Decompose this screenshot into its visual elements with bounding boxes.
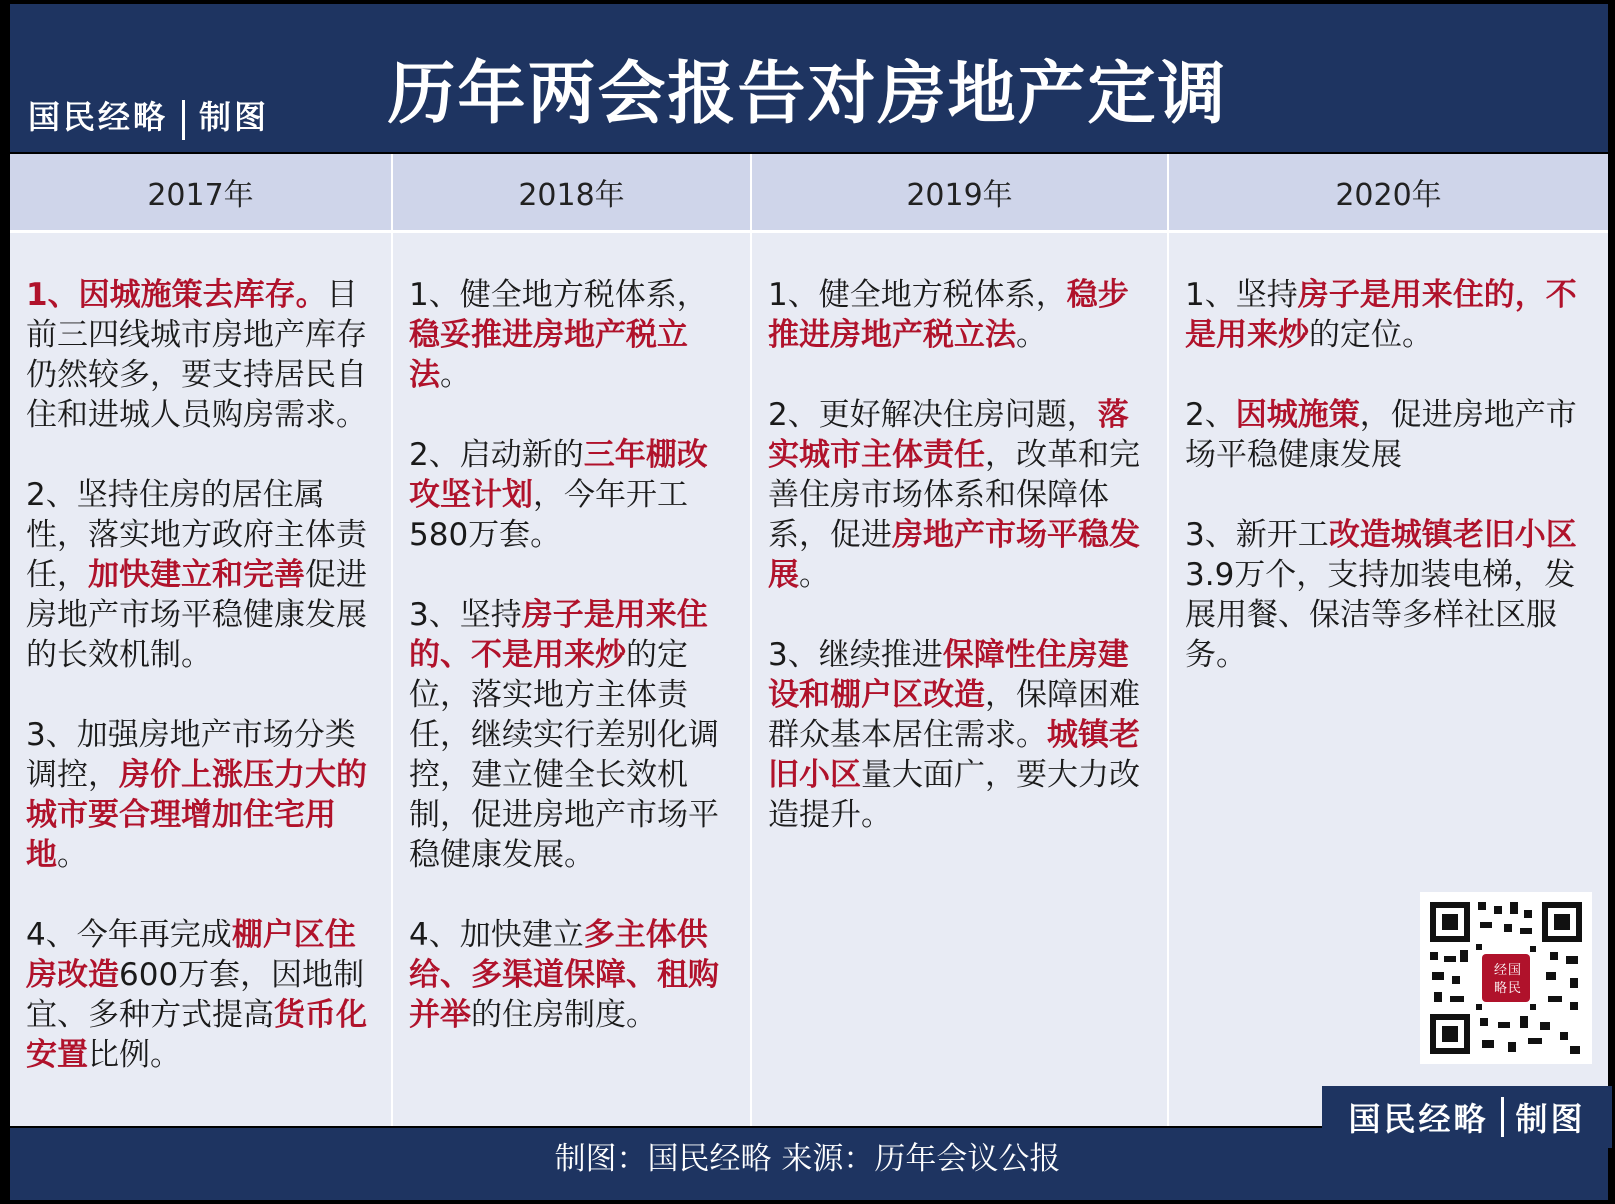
- column-header: 2020年: [1169, 154, 1608, 233]
- highlight-text: 城镇老旧小区: [768, 717, 1140, 793]
- policy-item: [26, 715, 375, 875]
- body-text: 1、健全地方税体系，: [409, 277, 708, 313]
- body-text: 量大面广，要大力改造提升。: [768, 757, 1140, 833]
- body-text: 目前三四线城市房地产库存仍然较多，要支持居民自住和进城人员购房需求。: [26, 277, 367, 433]
- body-text: 3、坚持: [409, 597, 522, 633]
- highlight-text: 1、因城施策去库存。: [26, 277, 327, 313]
- policy-item: [409, 275, 734, 395]
- body-text: 3.9万个，支持加装电梯，发展用餐、保洁等多样社区服务。: [1185, 557, 1576, 673]
- page-title: 历年两会报告对房地产定调: [387, 54, 1228, 134]
- seal-char-1: 经: [1494, 963, 1508, 978]
- body-text: 3、加强房地产市场分类调控，: [26, 717, 356, 793]
- body-text: 3、继续推进: [768, 637, 943, 673]
- body-text: 。: [57, 837, 88, 873]
- body-text: ，改革和完善住房市场体系和保障体系，促进: [768, 437, 1140, 553]
- highlight-text: 房价上涨压力大的城市要合理增加住宅用地: [26, 757, 367, 873]
- body-text: ，保障困难群众基本居住需求。: [768, 677, 1140, 753]
- brand-logo-bottom: [1322, 1086, 1612, 1148]
- column-header: 2019年: [752, 154, 1167, 233]
- body-text: 600万套，因地制宜、多种方式提高: [26, 957, 365, 1033]
- highlight-text: 棚户区住房改造: [26, 917, 356, 993]
- policy-item: [409, 915, 734, 1035]
- qr-code-graphic: [1420, 892, 1592, 1064]
- policy-item: [26, 915, 375, 1075]
- column-body: [752, 233, 1167, 835]
- seal-char-3: 略: [1494, 981, 1508, 996]
- body-text: 2、启动新的: [409, 437, 584, 473]
- highlight-text: 保障性住房建设和棚户区改造: [768, 637, 1129, 713]
- brand-suffix: 制图: [199, 98, 270, 136]
- body-text: 的定位，落实地方主体责任，继续实行差别化调控，建立健全长效机制，促进房地产市场平稳健康发展。: [409, 637, 719, 873]
- highlight-text: 多主体供给、多渠道保障、租购并举: [409, 917, 719, 1033]
- policy-item: [768, 395, 1151, 595]
- body-text: 的定位。: [1309, 317, 1433, 353]
- qr-code-icon: [1420, 892, 1592, 1064]
- column-2017: [10, 154, 393, 1126]
- highlight-text: 货币化安置: [26, 997, 367, 1073]
- policy-item: [768, 275, 1151, 355]
- body-text: 2、更好解决住房问题，: [768, 397, 1098, 433]
- body-text: 2、: [1185, 397, 1236, 433]
- body-text: 。: [1016, 317, 1047, 353]
- body-text: 。: [440, 357, 471, 393]
- column-body: [10, 233, 391, 1075]
- brand-suffix: 制图: [1515, 1100, 1586, 1138]
- body-text: 4、加快建立: [409, 917, 584, 953]
- body-text: 4、今年再完成: [26, 917, 232, 953]
- highlight-text: 改造城镇老旧小区: [1328, 517, 1577, 553]
- policy-item: [1185, 275, 1592, 355]
- column-body: [1169, 233, 1608, 675]
- highlight-text: 房子是用来住的、不是用来炒: [409, 597, 708, 673]
- policy-item: [26, 275, 375, 435]
- policy-item: [26, 475, 375, 675]
- highlight-text: 房子是用来住的，不是用来炒: [1185, 277, 1577, 353]
- policy-item: [1185, 515, 1592, 675]
- highlight-text: 加快建立和完善: [88, 557, 305, 593]
- body-text: 1、健全地方税体系，: [768, 277, 1067, 313]
- policy-item: [409, 595, 734, 875]
- body-text: 。: [799, 557, 830, 593]
- column-2018: [393, 154, 752, 1126]
- column-2019: [752, 154, 1169, 1126]
- brand-name: 国民经略: [28, 98, 169, 136]
- brand-separator: [1501, 1097, 1504, 1137]
- policy-item: [768, 635, 1151, 835]
- column-header: 2017年: [10, 154, 391, 233]
- body-text: 的住房制度。: [471, 997, 657, 1033]
- column-body: [393, 233, 750, 1035]
- brand-name: 国民经略: [1348, 1100, 1489, 1138]
- highlight-text: 稳妥推进房地产税立法: [409, 317, 688, 393]
- highlight-text: 稳步推进房地产税立法: [768, 277, 1129, 353]
- highlight-text: 落实城市主体责任: [768, 397, 1129, 473]
- body-text: ，促进房地产市场平稳健康发展: [1185, 397, 1577, 473]
- policy-item: [1185, 395, 1592, 475]
- column-header: 2018年: [393, 154, 750, 233]
- seal-char-4: 民: [1508, 981, 1522, 996]
- body-text: 2、坚持住房的居住属性，落实地方政府主体责任，: [26, 477, 367, 593]
- body-text: 比例。: [88, 1037, 181, 1073]
- body-text: 促进房地产市场平稳健康发展的长效机制。: [26, 557, 367, 673]
- policy-table: [10, 154, 1608, 1126]
- highlight-text: 房地产市场平稳发展: [768, 517, 1140, 593]
- body-text: 1、坚持: [1185, 277, 1298, 313]
- seal-char-2: 国: [1508, 963, 1522, 978]
- footer-source: 制图：国民经略 来源：历年会议公报: [554, 1141, 1061, 1177]
- body-text: 3、新开工: [1185, 517, 1329, 553]
- body-text: ，今年开工580万套。: [409, 477, 688, 553]
- highlight-text: 三年棚改攻坚计划: [409, 437, 708, 513]
- highlight-text: 因城施策: [1235, 397, 1360, 433]
- policy-item: [409, 435, 734, 555]
